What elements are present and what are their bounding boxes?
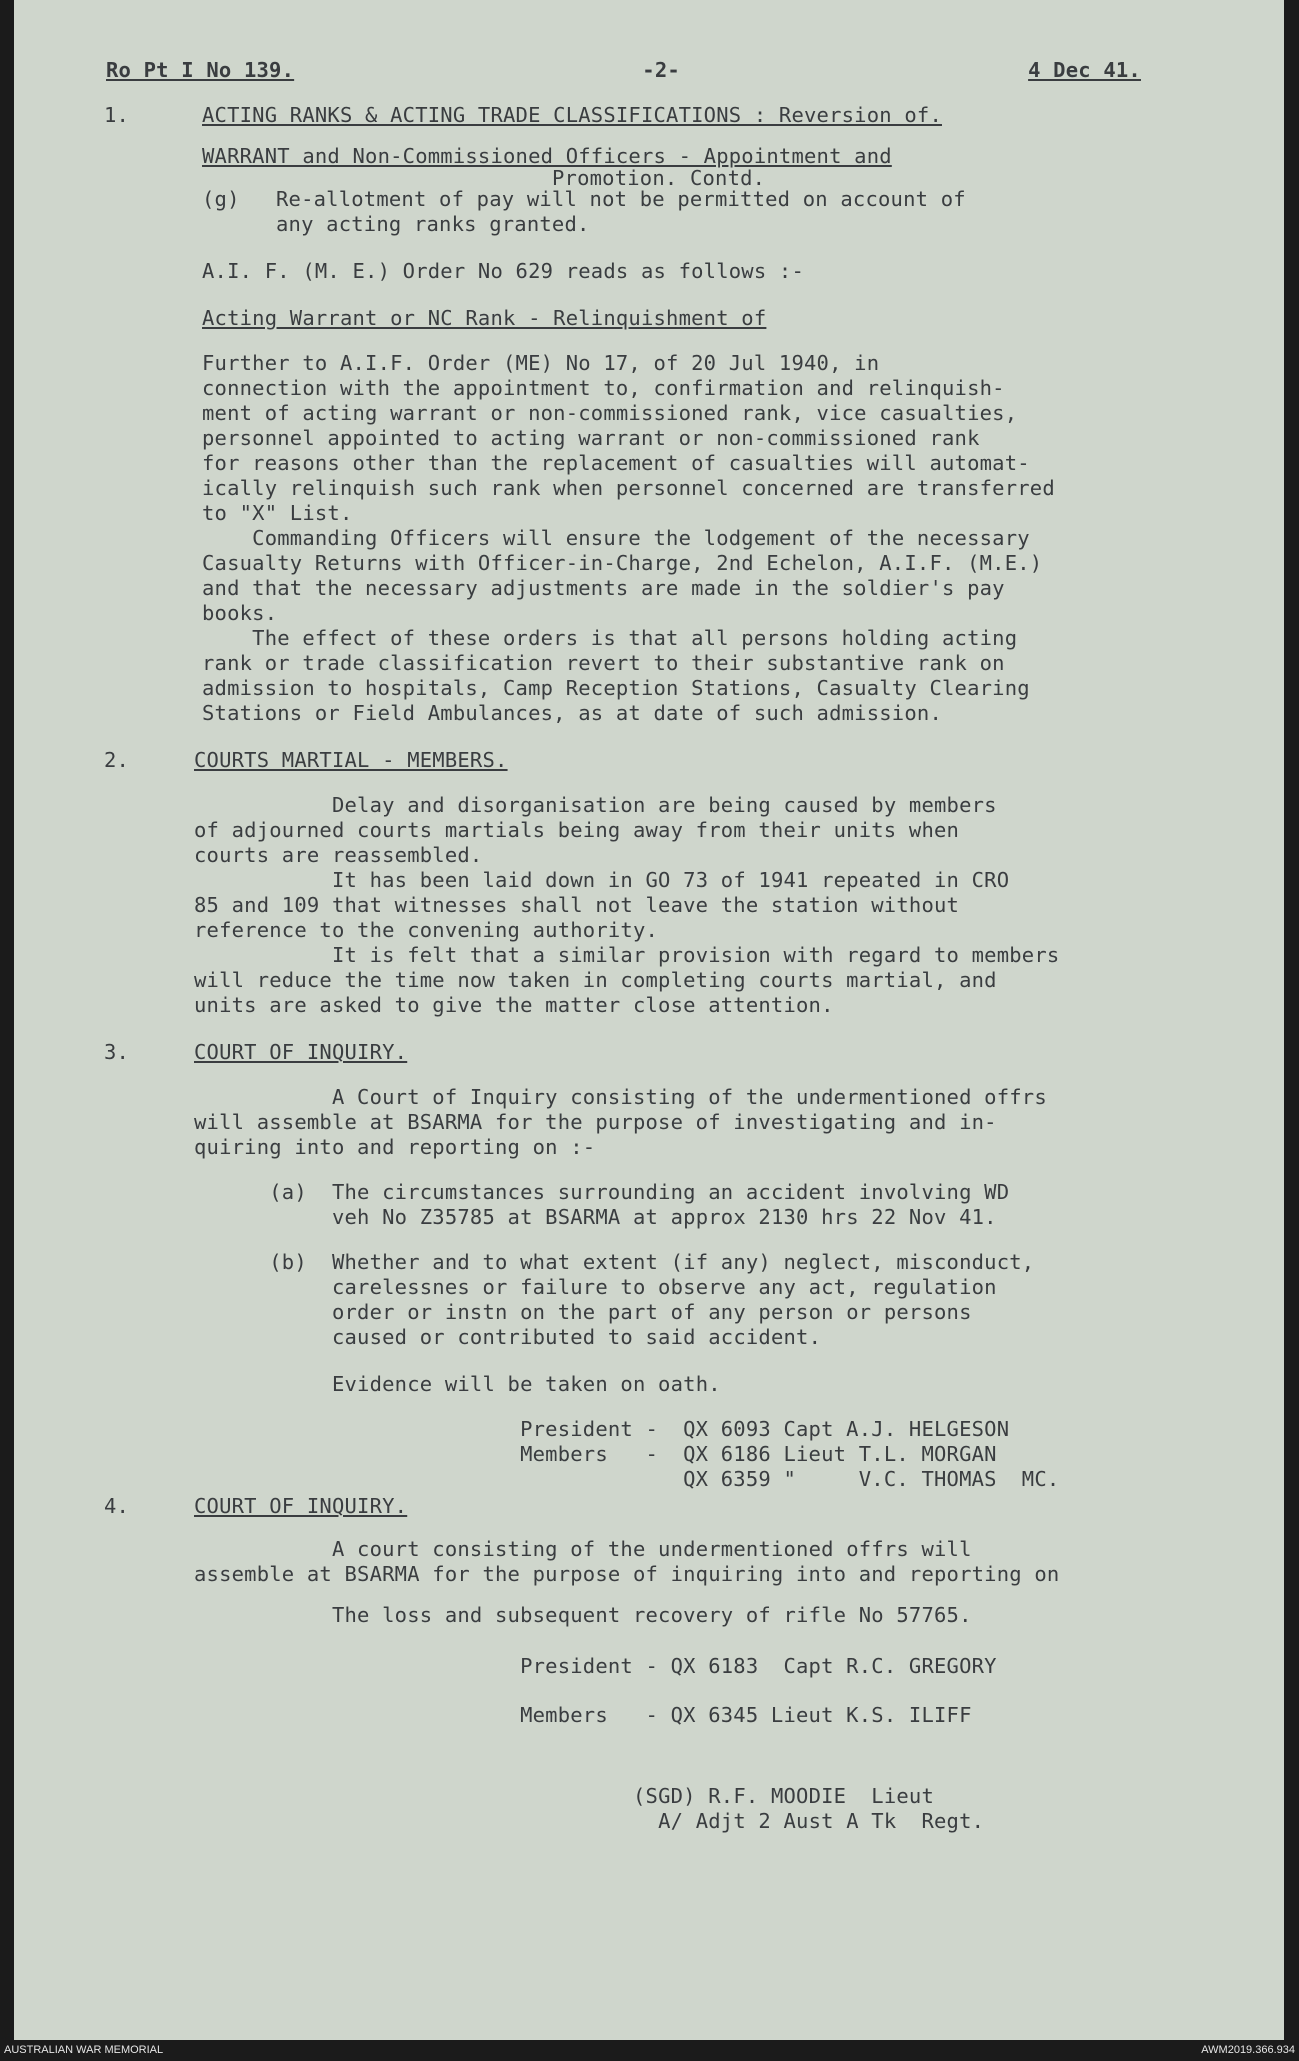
text-line: Stations or Field Ambulances, as at date of such admission.: [202, 701, 942, 725]
text-line: It is felt that a similar provision with regard to members: [194, 943, 1060, 967]
order-paragraph-2: [106, 526, 1256, 626]
section-title: ACTING RANKS & ACTING TRADE CLASSIFICATIONS : Reversion of.: [202, 103, 942, 127]
text-line: A Court of Inquiry consisting of the undermentioned offrs: [194, 1085, 1047, 1109]
text-line: veh No Z35785 at BSARMA at approx 2130 hrs 22 Nov 41.: [194, 1205, 997, 1229]
inquiry-board: [106, 1417, 1256, 1492]
text-line: (b) Whether and to what extent (if any) neglect, misconduct,: [194, 1250, 1035, 1274]
clause-line: Re-allotment of pay will not be permitted on account of: [276, 187, 966, 211]
text-line: to "X" List.: [202, 501, 353, 525]
text-line: units are asked to give the matter close attention.: [194, 993, 834, 1017]
order-paragraph-3: [106, 626, 1256, 726]
clause-label: (g): [202, 187, 240, 211]
section-number: 2.: [104, 748, 130, 772]
section-title: COURT OF INQUIRY.: [194, 1040, 408, 1064]
text-line: ically relinquish such rank when personnel concerned are transferred: [202, 476, 1055, 500]
text-line: reference to the convening authority.: [194, 918, 659, 942]
inquiry-item-a: [106, 1180, 1256, 1230]
text-line: ment of acting warrant or non-commissioned rank, vice casualties,: [202, 401, 1018, 425]
text-line: and that the necessary adjustments are made in the soldier's pay: [202, 576, 1005, 600]
section-3: [106, 1040, 1256, 1492]
text-line: personnel appointed to acting warrant or non-commissioned rank: [202, 426, 980, 450]
text-line: of adjourned courts martials being away from their units when: [194, 818, 960, 842]
archive-footer: [0, 2040, 1299, 2061]
text-line: Members - QX 6186 Lieut T.L. MORGAN: [194, 1442, 997, 1466]
text-line: Commanding Officers will ensure the lodgement of the necessary: [202, 526, 1030, 550]
text-line: It has been laid down in GO 73 of 1941 repeated in CRO: [194, 868, 1010, 892]
header-right: 4 Dec 41.: [1028, 58, 1141, 82]
section-4: [106, 1494, 1256, 1728]
text-line: rank or trade classification revert to their substantive rank on: [202, 651, 1005, 675]
text-line: Further to A.I.F. Order (ME) No 17, of 20 Jul 1940, in: [202, 351, 880, 375]
section-subtitle-contd: Promotion. Contd.: [552, 166, 766, 190]
text-line: connection with the appointment to, confirmation and relinquish-: [202, 376, 1005, 400]
page-header: [106, 58, 1141, 83]
section-number: 1.: [104, 103, 130, 127]
text-line: President - QX 6093 Capt A.J. HELGESON: [194, 1417, 1010, 1441]
section-paragraph: [106, 1537, 1256, 1587]
order-paragraph-1: [106, 351, 1256, 526]
order-reference: A.I. F. (M. E.) Order No 629 reads as follows :-: [202, 259, 805, 283]
text-line: QX 6359 " V.C. THOMAS MC.: [194, 1467, 1060, 1491]
text-line: Casualty Returns with Officer-in-Charge, 2nd Echelon, A.I.F. (M.E.): [202, 551, 1043, 575]
inquiry-subject: The loss and subsequent recovery of rifle No 57765.: [194, 1603, 972, 1627]
inquiry-item-b: [106, 1250, 1256, 1350]
document-page: [14, 0, 1284, 2040]
text-line: (SGD) R.F. MOODIE Lieut: [194, 1784, 934, 1808]
header-left: Ro Pt I No 139.: [106, 58, 295, 82]
text-line: A/ Adjt 2 Aust A Tk Regt.: [194, 1809, 985, 1833]
text-line: 85 and 109 that witnesses shall not leave the station without: [194, 893, 960, 917]
text-line: assemble at BSARMA for the purpose of inquiring into and reporting on: [194, 1562, 1060, 1586]
header-center: -2-: [642, 58, 680, 82]
text-line: carelessnes or failure to observe any act, regulation: [194, 1275, 997, 1299]
text-line: for reasons other than the replacement of casualties will automat-: [202, 451, 1030, 475]
text-line: will reduce the time now taken in completing courts martial, and: [194, 968, 997, 992]
section-number: 3.: [104, 1040, 130, 1064]
text-line: will assemble at BSARMA for the purpose of investigating and in-: [194, 1110, 997, 1134]
text-line: order or instn on the part of any person or persons: [194, 1300, 972, 1324]
text-line: A court consisting of the undermentioned offrs will: [194, 1537, 972, 1561]
text-line: caused or contributed to said accident.: [194, 1325, 822, 1349]
members-line: Members - QX 6345 Lieut K.S. ILIFF: [194, 1703, 972, 1727]
footer-accession-number: AWM2019.366.934: [1201, 2044, 1295, 2056]
section-1: [106, 103, 1256, 726]
order-title: Acting Warrant or NC Rank - Relinquishment of: [202, 306, 767, 330]
section-number: 4.: [104, 1494, 130, 1518]
section-title: COURTS MARTIAL - MEMBERS.: [194, 748, 508, 772]
text-line: courts are reassembled.: [194, 843, 483, 867]
section-paragraph: [106, 793, 1256, 1018]
president-line: President - QX 6183 Capt R.C. GREGORY: [194, 1654, 997, 1678]
section-subtitle: WARRANT and Non-Commissioned Officers - Appointment and: [202, 144, 892, 168]
section-paragraph: [106, 1085, 1256, 1160]
section-2: [106, 748, 1256, 1018]
clause-line: any acting ranks granted.: [276, 212, 590, 236]
text-line: (a) The circumstances surrounding an accident involving WD: [194, 1180, 1010, 1204]
footer-institution: AUSTRALIAN WAR MEMORIAL: [4, 2044, 164, 2056]
evidence-note: Evidence will be taken on oath.: [194, 1372, 721, 1396]
signature-block: [106, 1784, 1256, 1834]
document-body: [106, 58, 1256, 1834]
text-line: admission to hospitals, Camp Reception Stations, Casualty Clearing: [202, 676, 1030, 700]
text-line: Delay and disorganisation are being caused by members: [194, 793, 997, 817]
text-line: books.: [202, 601, 278, 625]
clause-g: [106, 187, 1256, 237]
section-title: COURT OF INQUIRY.: [194, 1494, 408, 1518]
text-line: quiring into and reporting on :-: [194, 1135, 596, 1159]
text-line: The effect of these orders is that all persons holding acting: [202, 626, 1018, 650]
